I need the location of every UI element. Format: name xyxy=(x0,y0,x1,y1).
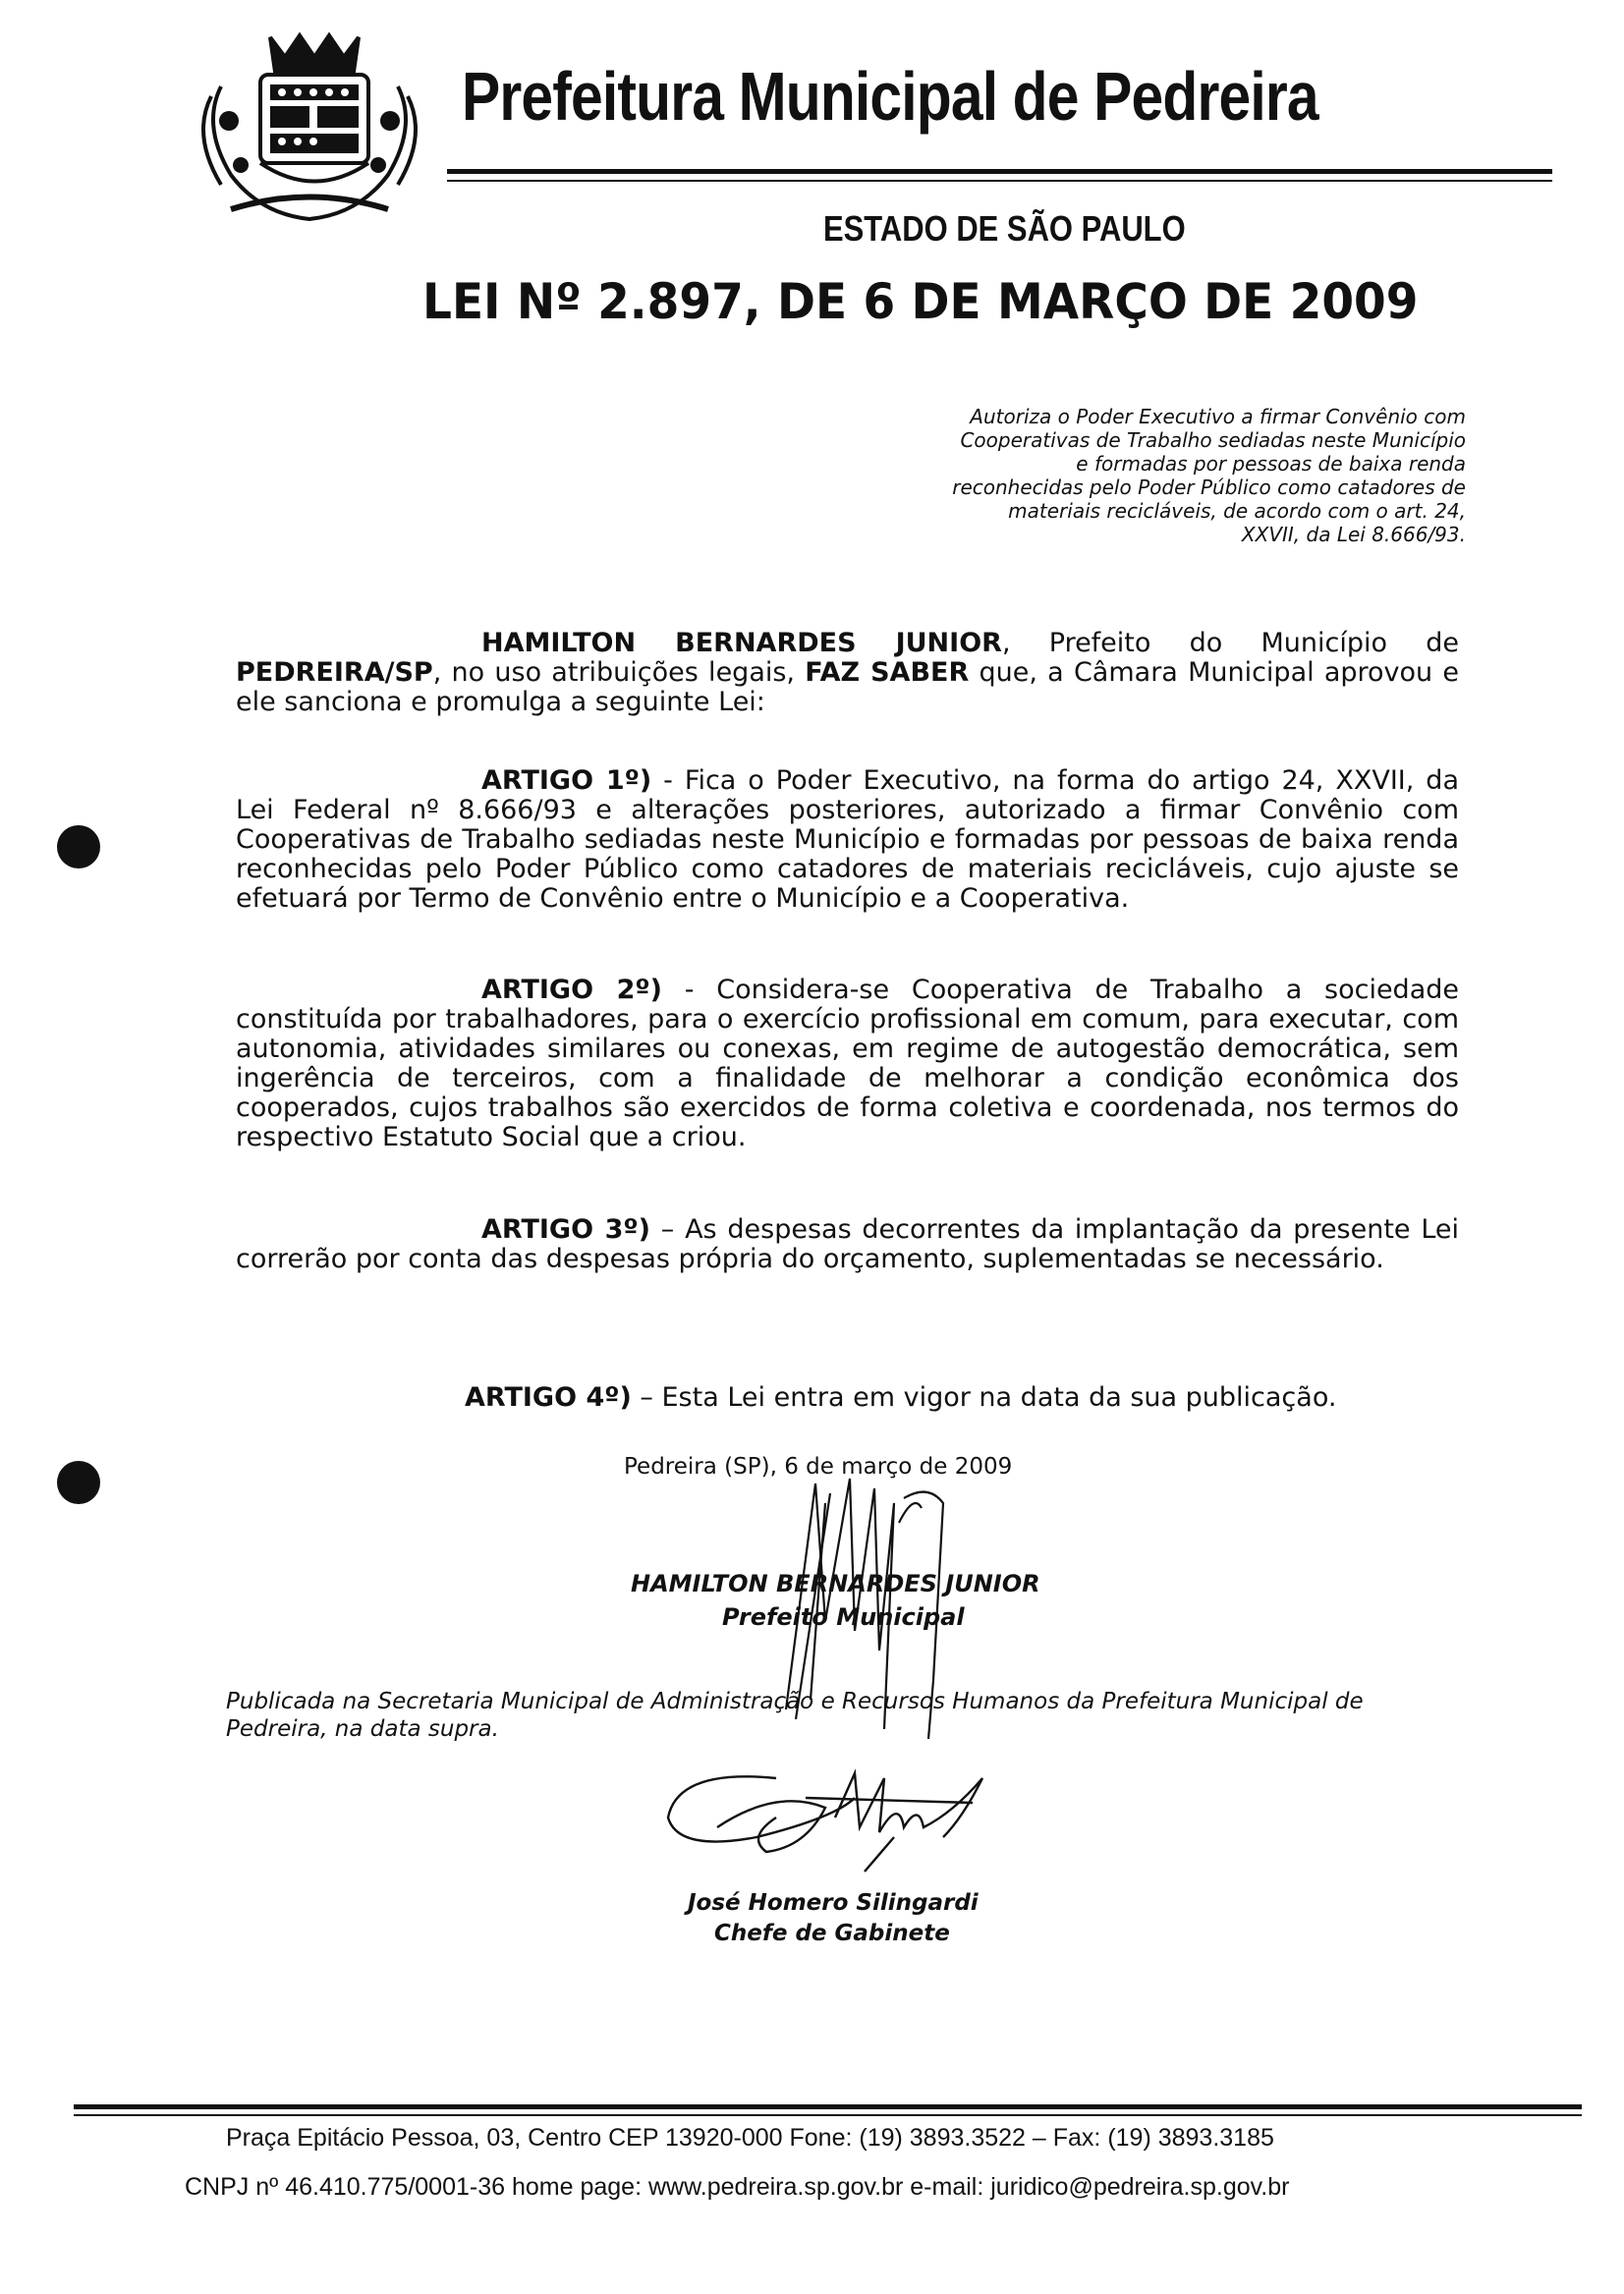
header-divider-thin xyxy=(447,180,1552,182)
state-subtitle: ESTADO DE SÃO PAULO xyxy=(823,208,1186,249)
article-4 xyxy=(465,1382,1336,1413)
footer-address: Praça Epitácio Pessoa, 03, Centro CEP 13920-000 Fone: (19) 3893.3522 – Fax: (19) 3893.3185 xyxy=(226,2124,1274,2152)
article-label: ARTIGO 4º) xyxy=(465,1382,632,1413)
article-text: - Fica o Poder Executivo, na forma do artigo 24, XXVII, da Lei Federal nº 8.666/93 e alterações posteriores, autorizado a firmar Convênio com Cooperativas de Trabalho sediadas neste Município e formadas por pessoas de baixa renda reconhecidas pelo Poder Público como catadores de materiais recicláveis, cujo ajuste se efetuará por Termo de Convênio entre o Município e a Cooperativa. xyxy=(236,765,1459,914)
law-summary-line: Autoriza o Poder Executivo a firmar Convênio com xyxy=(970,405,1466,428)
law-summary-line: materiais recicláveis, de acordo com o art. 24, xyxy=(1008,499,1466,523)
footer-divider xyxy=(74,2104,1582,2109)
municipal-coat-of-arms-icon xyxy=(192,28,427,234)
punch-hole xyxy=(57,1461,100,1504)
chief-name: José Homero Silingardi xyxy=(688,1890,979,1916)
law-summary-line: XXVII, da Lei 8.666/93. xyxy=(1241,523,1466,546)
preamble-text: que, a Câmara Municipal aprovou e ele sanciona e promulga a seguinte Lei: xyxy=(236,657,1460,717)
law-summary-line: reconhecidas pelo Poder Público como catadores de xyxy=(952,476,1466,499)
publication-note: Publicada na Secretaria Municipal de Administração e Recursos Humanos da Prefeitura Municipal de Pedreira, na data supra. xyxy=(226,1689,1364,1742)
law-summary-line: e formadas por pessoas de baixa renda xyxy=(1076,452,1466,476)
header-divider xyxy=(447,169,1552,174)
preamble-paragraph xyxy=(236,629,1459,717)
punch-hole xyxy=(57,825,100,868)
article-3 xyxy=(236,1215,1459,1274)
law-title: LEI Nº 2.897, DE 6 DE MARÇO DE 2009 xyxy=(422,273,1419,330)
mayor-name-inline: HAMILTON BERNARDES JUNIOR xyxy=(481,628,1002,658)
article-text: - Considera-se Cooperativa de Trabalho a sociedade constituída por trabalhadores, para o exercício profissional em comum, para executar, com autonomia, atividades similares ou conexas, em regime de autogestão democrática, sem ingerência de terceiros, com a finalidade de melhorar a condição econômica dos cooperados, cujos trabalhos são exercidos de forma coletiva e coordenada, nos termos do respectivo Estatuto Social que a criou. xyxy=(236,975,1459,1152)
place-and-date: Pedreira (SP), 6 de março de 2009 xyxy=(624,1454,1013,1480)
footer-divider-thin xyxy=(74,2114,1582,2116)
city-inline: PEDREIRA/SP xyxy=(236,657,433,688)
preamble-text: , Prefeito do Município de xyxy=(1001,628,1460,658)
preamble-text: , no uso atribuições legais, xyxy=(432,657,806,688)
mayor-role: Prefeito Municipal xyxy=(722,1603,965,1631)
article-text: – Esta Lei entra em vigor na data da sua publicação. xyxy=(631,1382,1337,1413)
faz-saber-inline: FAZ SABER xyxy=(805,657,970,688)
article-1 xyxy=(236,766,1459,914)
article-text: – As despesas decorrentes da implantação da presente Lei correrão por conta das despesas própria do orçamento, suplementadas se necessário. xyxy=(236,1214,1459,1274)
article-2 xyxy=(236,976,1459,1152)
municipality-title: Prefeitura Municipal de Pedreira xyxy=(462,58,1318,135)
law-summary-line: Cooperativas de Trabalho sediadas neste Município xyxy=(960,428,1466,452)
law-summary xyxy=(865,405,1466,546)
article-label: ARTIGO 1º) xyxy=(481,765,652,796)
mayor-name: HAMILTON BERNARDES JUNIOR xyxy=(631,1570,1040,1597)
article-label: ARTIGO 2º) xyxy=(481,975,662,1005)
chief-role: Chefe de Gabinete xyxy=(714,1921,950,1946)
footer-contact: CNPJ nº 46.410.775/0001-36 home page: www.pedreira.sp.gov.br e-mail: juridico@pedreira.sp.gov.br xyxy=(185,2173,1290,2201)
article-label: ARTIGO 3º) xyxy=(481,1214,651,1245)
chief-signature-icon xyxy=(658,1759,1061,1876)
